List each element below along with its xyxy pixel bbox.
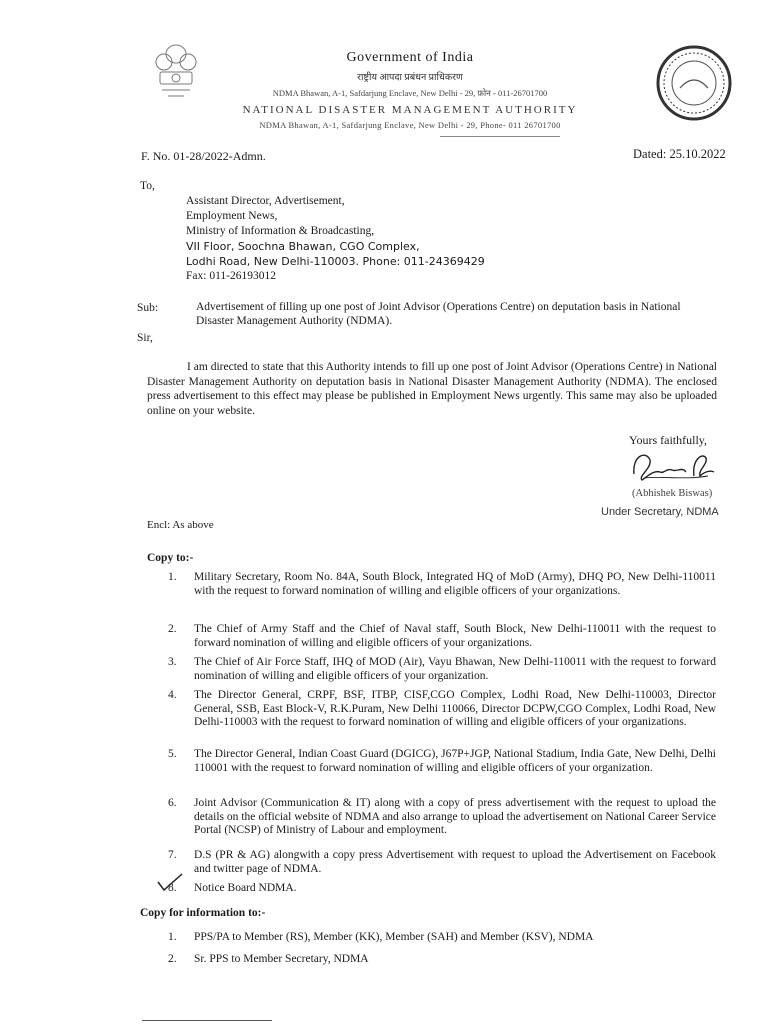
list-item-text: The Chief of Air Force Staff, IHQ of MOD (Air), Vayu Bhawan, New Delhi-110011 with the request to forward nomination of willing and eligible officers of your organization. [194,656,716,682]
letterhead-authority: NATIONAL DISASTER MANAGEMENT AUTHORITY [242,104,578,116]
address-line: Employment News, [186,210,278,222]
list-item-number: 2. [168,623,177,635]
list-item-number: 7. [168,849,177,861]
to-label: To, [140,180,155,192]
list-item-text: The Chief of Army Staff and the Chief of Naval staff, South Block, New Delhi-110011 with the request to forward nomination of willing and eligible officers of your organizations. [194,623,716,649]
letterhead-divider [440,136,560,137]
letterhead-government: Government of India [346,50,474,65]
list-item-text: The Director General, CRPF, BSF, ITBP, CISF,CGO Complex, Lodhi Road, New Delhi-110003, Director General, SSB, East Block-V, R.K.Puram, New Delhi 110066, Director DCPW,CGO Complex, Lodhi Road, New Delhi-110003 with the request to forward nomination of willing and eligible officers of your organizations. [194,689,716,728]
signatory-name: (Abhishek Biswas) [632,488,713,499]
list-item-number: 1. [168,931,177,943]
address-line: VII Floor, Soochna Bhawan, CGO Complex, [186,240,420,253]
enclosure-note: Encl: As above [147,519,214,531]
handwritten-tick-mark [156,872,184,894]
handwritten-signature [628,446,718,486]
list-item-text: Notice Board NDMA. [194,882,297,894]
list-item-text: The Director General, Indian Coast Guard (DGICG), J67P+JGP, National Stadium, India Gate, New Delhi, Delhi 110001 with the request to forward nomination of willing and eligible officers of your organization. [194,748,716,774]
subject-label: Sub: [137,302,159,314]
address-line: Fax: 011-26193012 [186,270,276,282]
footer-rule [142,1020,272,1021]
list-item-number: 6. [168,797,177,809]
salutation: Sir, [137,332,153,344]
list-item-text: PPS/PA to Member (RS), Member (KK), Member (SAH) and Member (KSV), NDMA [194,931,594,943]
list-item-text: D.S (PR & AG) alongwith a copy press Advertisement with request to upload the Advertisement on Facebook and twitter page of NDMA. [194,849,716,875]
address-line: Assistant Director, Advertisement, [186,195,345,207]
letter-date: Dated: 25.10.2022 [633,147,726,161]
list-item-text: Military Secretary, Room No. 84A, South Block, Integrated HQ of MoD (Army), DHQ PO, New Delhi-110011 with the request to forward nomination of willing and eligible officers of your organizations. [194,571,716,597]
copy-info-heading: Copy for information to:- [140,907,266,919]
list-item-text: Sr. PPS to Member Secretary, NDMA [194,953,369,965]
letterhead-hindi-authority: राष्ट्रीय आपदा प्रबंधन प्राधिकरण [357,73,463,83]
addressee-block [186,194,485,284]
copy-to-heading: Copy to:- [147,552,194,564]
address-line: Lodhi Road, New Delhi-110003. Phone: 011-24369429 [186,255,485,268]
national-emblem-icon [150,40,202,110]
list-item-number: 8. [168,882,177,894]
list-item-number: 1. [168,571,177,583]
letterhead-address: NDMA Bhawan, A-1, Safdarjung Enclave, New Delhi - 29, Phone- 011 26701700 [259,120,561,130]
subject-text: Advertisement of filling up one post of Joint Advisor (Operations Centre) on deputation basis in National Disaster Management Authority (NDMA). [196,301,681,327]
list-item-number: 2. [168,953,177,965]
list-item-number: 3. [168,656,177,668]
letter-body: I am directed to state that this Authority intends to fill up one post of Joint Advisor (Operations Centre) in National Disaster Management Authority on deputation basis in National Disaster Management Authority (NDMA). The enclosed press advertisement to this effect may please be published in Employment News urgently. This same may also be uploaded online on your website. [147,361,717,417]
letterhead-hindi-address: NDMA Bhawan, A-1, Safdarjung Enclave, New Delhi - 29, फ़ोन - 011-26701700 [272,88,548,98]
address-line: Ministry of Information & Broadcasting, [186,225,375,237]
file-number: F. No. 01-28/2022-Admn. [141,149,266,163]
list-item-number: 4. [168,689,177,701]
ndma-seal-icon [655,44,733,122]
signatory-designation: Under Secretary, NDMA [601,506,719,518]
list-item-text: Joint Advisor (Communication & IT) along with a copy of press advertisement with the request to upload the details on the official website of NDMA and also arrange to upload the advertisement on National Career Service Portal (NCSP) of Ministry of Labour and employment. [194,797,716,836]
list-item-number: 5. [168,748,177,760]
closing: Yours faithfully, [629,433,708,447]
